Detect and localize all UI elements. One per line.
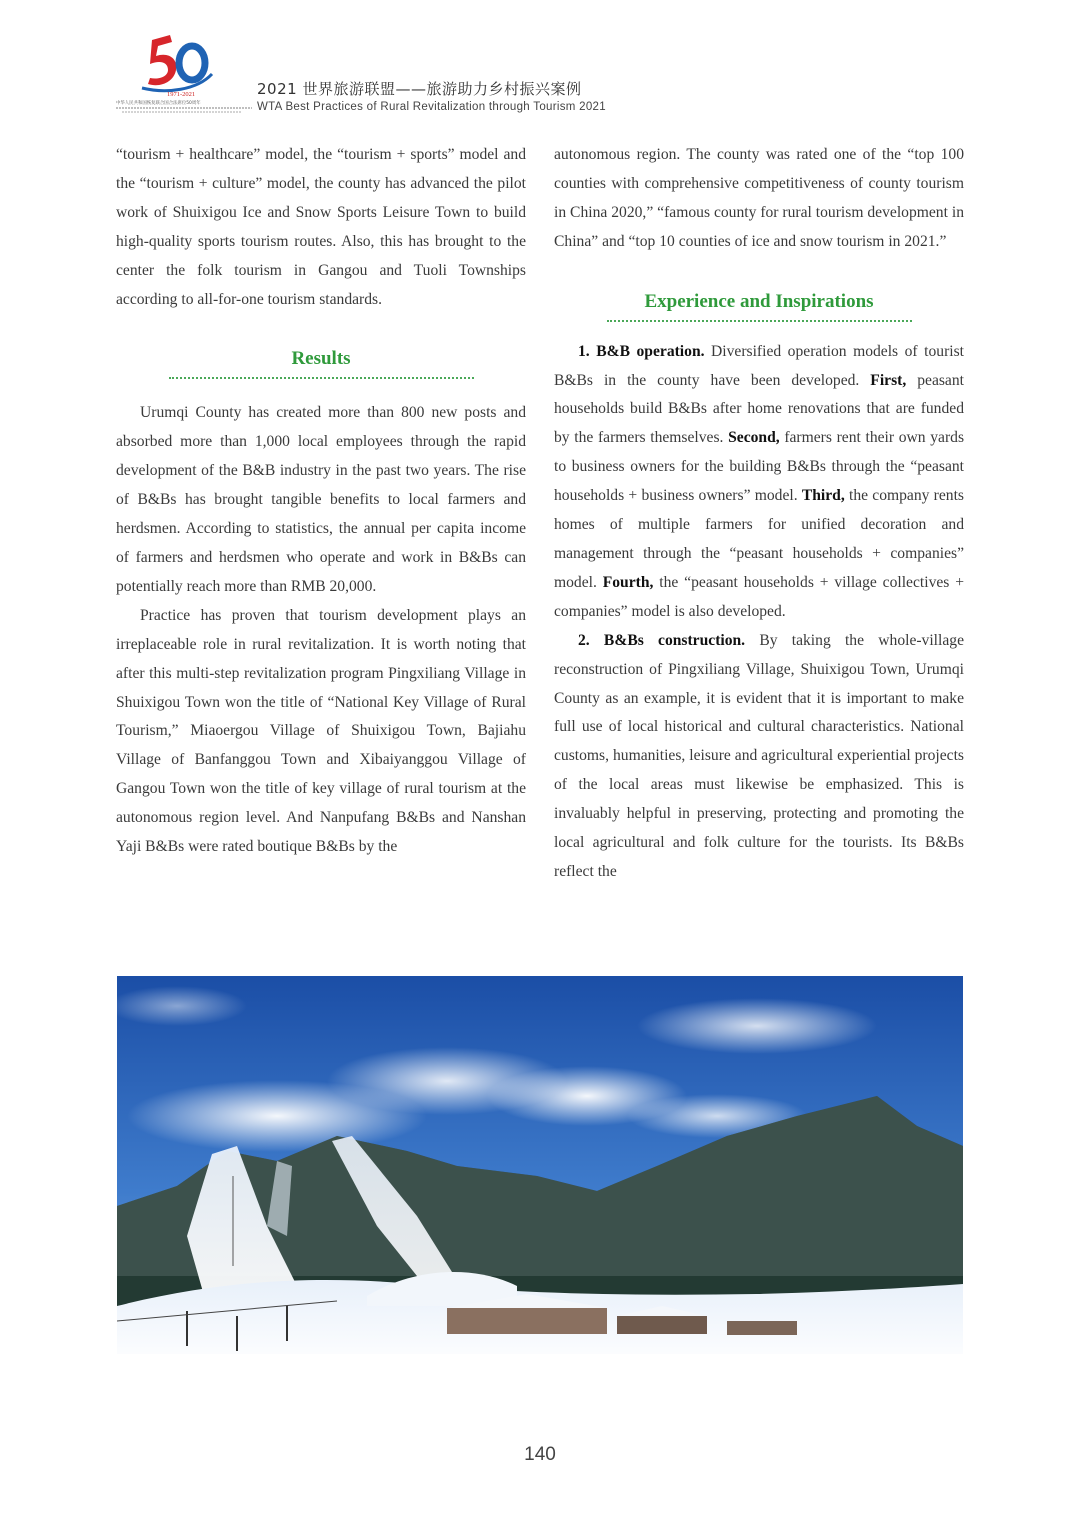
item1-fourth-text: the “peasant households + village collectives + companies” model is also developed. xyxy=(554,573,964,620)
item1-text: Diversified operation models of tourist B&Bs in the county have been developed. xyxy=(554,342,964,389)
anniversary-logo-icon xyxy=(112,30,260,120)
left-column xyxy=(116,141,526,862)
page-number: 140 xyxy=(524,1444,556,1465)
header-title-cn: 2021 世界旅游联盟——旅游助力乡村振兴案例 xyxy=(257,80,582,98)
item1-first: First, xyxy=(870,371,907,389)
page-header xyxy=(0,0,1080,130)
item1-third-text: the company rents homes of multiple farmers for unified decoration and management through the “peasant households + companies” model. xyxy=(554,487,964,591)
item1-third: Third, xyxy=(801,487,845,505)
left-intro-paragraph: “tourism + healthcare” model, the “tourism + sports” model and the “tourism + culture” model, the county has advanced the pilot work of Shuixigou Ice and Snow Sports Leisure Town to build high-quality sports tourism routes. Also, this has brought to the center the folk tourism in Gangou and Tuoli Townships according to all-for-one tourism standards. xyxy=(116,146,526,308)
snowy-mountain-ski-resort-photo xyxy=(117,976,963,1369)
header-titles xyxy=(257,79,606,115)
header-title-en: WTA Best Practices of Rural Revitalization through Tourism 2021 xyxy=(257,101,606,113)
right-column xyxy=(554,141,964,887)
item1-label: 1. B&B operation. xyxy=(578,342,705,360)
item1-second-text: farmers rent their own yards to business owners for the building B&Bs through the “peasant households + business owners” model. xyxy=(554,429,965,505)
item2-text: By taking the whole-village reconstruction of Pingxiliang Village, Shuixigou Town, Urumqi County as an example, it is evident that it is important to make full use of local historical and cultural characteristics. National customs, humanities, leisure and agricultural experiential projects of the local areas must likewise be emphasized. This is invaluably helpful in preserving, protecting and promoting the local agricultural and folk culture for the tourists. Its B&Bs reflect the xyxy=(554,631,964,880)
item2-label: 2. B&Bs construction. xyxy=(578,631,746,649)
results-heading: Results xyxy=(291,348,351,370)
results-paragraph-2: Practice has proven that tourism development plays an irreplaceable role in rural revitalization. It is worth noting that after this multi-step revitalization program Pingxiliang Village in Shuixigou Town won the title of “National Key Village of Rural Tourism,” Miaoergou Village of Shuixigou Town, Bajiahu Village of Banfanggou Town and Xibaiyanggou Village of Gangou Town won the title of key village of rural tourism at the autonomous region level. And Nanpufang B&Bs and Nanshan Yaji B&Bs were rated boutique B&Bs by the xyxy=(116,606,526,856)
right-intro-paragraph: autonomous region. The county was rated one of the “top 100 counties with comprehensive competitiveness of county tourism in China 2020,” “famous county for rural tourism development in China” and “top 10 counties of ice and snow tourism in 2021.” xyxy=(554,146,964,250)
item1-fourth: Fourth, xyxy=(602,573,654,591)
results-paragraph-1: Urumqi County has created more than 800 new posts and absorbed more than 1,000 local employees through the rapid development of the B&B industry in the past two years. The rise of B&Bs has brought tangible benefits to local farmers and herdsmen. According to statistics, the annual per capita income of farmers and herdsmen who operate and work in B&Bs can potentially reach more than RMB 20,000. xyxy=(116,404,526,595)
item-bb-construction xyxy=(554,627,964,887)
logo-years: 1971-2021 xyxy=(167,91,196,98)
item1-first-text: peasant households build B&Bs after home renovations that are funded by the farmers themselves. xyxy=(554,371,964,447)
experience-heading: Experience and Inspirations xyxy=(644,290,874,312)
item-bb-operation xyxy=(554,338,964,627)
item1-second: Second, xyxy=(728,429,780,447)
logo-subtitle: 中华人民共和国恢复联合国合法席位50周年 xyxy=(116,101,201,106)
